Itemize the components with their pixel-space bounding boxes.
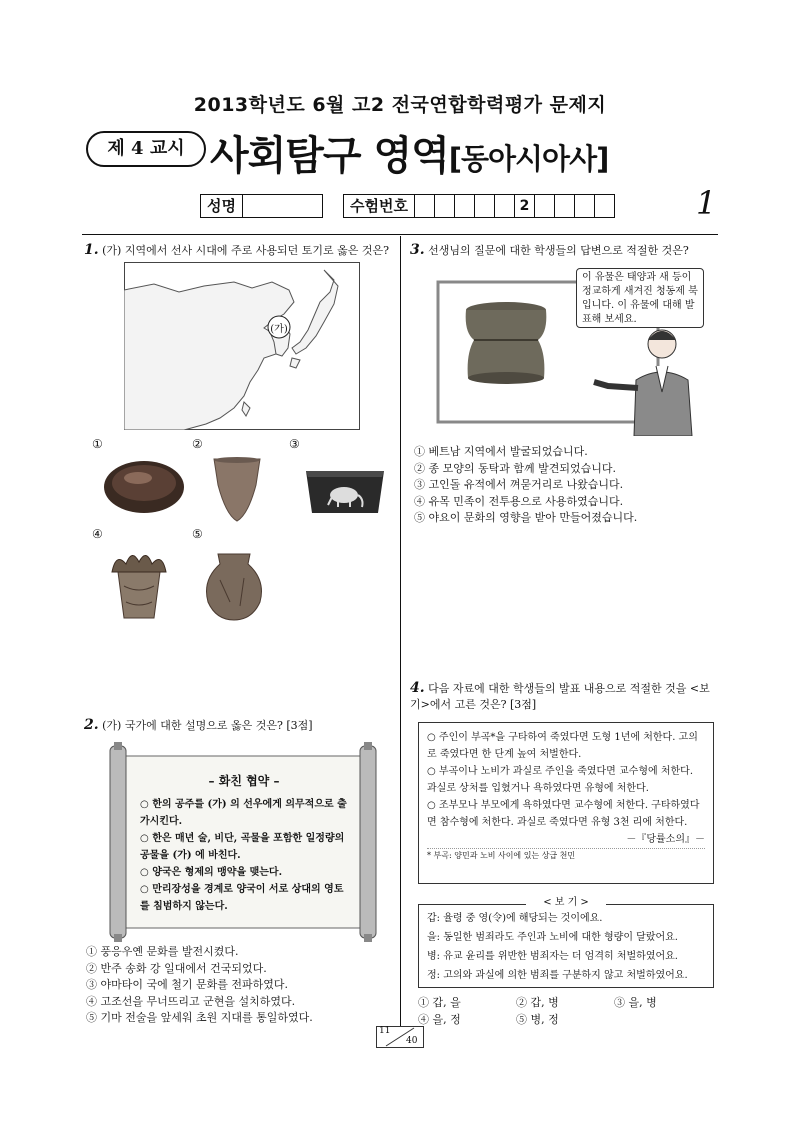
q2-option-3[interactable]: ③ 야마타이 국에 철기 문화를 전파하였다. (86, 978, 288, 991)
page-number: 1 (696, 184, 717, 222)
q4-option-4[interactable]: ④ 을, 정 (418, 1013, 461, 1026)
scroll-item: ○ 한의 공주를 (가) 의 선우에게 의무적으로 출가시킨다. (140, 799, 347, 827)
bogi-box (418, 904, 714, 988)
q2-option-5[interactable]: ⑤ 기마 전술을 앞세워 초원 지대를 통일하였다. (86, 1011, 313, 1024)
source-footnote: * 부곡: 양민과 노비 사이에 있는 상급 천민 (427, 848, 705, 863)
bogi-title: < 보 기 > (526, 896, 606, 910)
column-divider (400, 236, 401, 1026)
q1-option-4-number[interactable]: ④ (92, 527, 103, 541)
spacer (323, 194, 343, 218)
scroll-title: – 화친 협약 – (208, 774, 280, 788)
period-badge: 제 4 교시 (86, 131, 206, 167)
source-citation: －『당률소의』－ (626, 834, 705, 845)
q4-option-2[interactable]: ② 갑, 병 (516, 996, 559, 1009)
page-current: 11 (379, 1026, 391, 1036)
q3-option-2[interactable]: ② 종 모양의 동탁과 함께 발견되었습니다. (414, 461, 616, 475)
question-number: 3. (410, 242, 425, 258)
q2-option-1[interactable]: ① 풍응우옌 문화를 발전시켰다. (86, 945, 239, 958)
question-text: (가) 지역에서 선사 시대에 주로 사용되던 토기로 옳은 것은? (102, 244, 389, 257)
subject-sub: [동아시아사] (448, 142, 609, 176)
source-item: ○ 주인이 부곡*을 구타하여 죽였다면 도형 1년에 처한다. 고의로 죽였다면 한 단계 높여 처벌한다. (427, 732, 698, 760)
q1-option-1-number[interactable]: ① (92, 437, 103, 451)
exam-no-cell[interactable]: 2 (515, 194, 535, 218)
q4-option-3[interactable]: ③ 을, 병 (614, 996, 657, 1009)
pottery-elephant-jar-image (304, 465, 386, 517)
exam-no-cell[interactable] (495, 194, 515, 218)
pottery-bowl-image (102, 458, 186, 516)
q1-option-3-number[interactable]: ③ (289, 437, 300, 451)
pottery-round-jar-image (200, 550, 268, 622)
q4-options (418, 994, 718, 1028)
subject-title (210, 124, 608, 181)
exam-no-cell[interactable] (475, 194, 495, 218)
q2-option-2[interactable]: ② 반주 송화 강 일대에서 건국되었다. (86, 961, 267, 975)
source-item: ○ 조부모나 부모에게 욕하였다면 교수형에 처한다. 구타하였다면 참수형에 처한다. 과실로 죽였다면 유형 3천 리에 처한다. (427, 800, 700, 828)
exam-no-label: 수험번호 (343, 194, 415, 218)
pottery-flame-jar-image (104, 546, 174, 622)
q3-options (414, 444, 714, 527)
map-marker-label: (가) (270, 324, 288, 335)
source-item: ○ 부곡이나 노비가 과실로 주인을 죽였다면 교수형에 처한다. 과실로 상처를 입혔거나 욕하였다면 유형에 처한다. (427, 766, 693, 794)
east-asia-map (124, 262, 360, 430)
question-number: 1. (84, 242, 99, 258)
exam-no-cell[interactable] (535, 194, 555, 218)
question-text: 선생님의 질문에 대한 학생들의 답변으로 적절한 것은? (428, 244, 689, 257)
exam-no-cell[interactable] (555, 194, 575, 218)
bogi-item: 병: 유교 윤리를 위반한 범죄자는 더 엄격히 처벌하였어요. (427, 951, 678, 962)
exam-no-cell[interactable] (415, 194, 435, 218)
question-1 (84, 242, 400, 259)
student-info-row (200, 194, 615, 218)
scroll-item: ○ 양국은 형제의 맹약을 맺는다. (140, 867, 283, 878)
q3-option-3[interactable]: ③ 고인돌 유적에서 껴묻거리로 나왔습니다. (414, 478, 624, 491)
pottery-pointed-jar-image (212, 455, 262, 523)
scroll-content (140, 796, 350, 915)
subject-main: 사회탐구 영역 (210, 133, 449, 179)
q1-option-2-number[interactable]: ② (192, 437, 203, 451)
bogi-item: 갑: 율령 중 영(令)에 해당되는 것이에요. (427, 913, 603, 924)
exam-no-cell[interactable] (595, 194, 615, 218)
scroll-item: ○ 만리장성을 경계로 양국이 서로 상대의 영토를 침범하지 않는다. (140, 884, 344, 912)
q3-option-5[interactable]: ⑤ 야요이 문화의 영향을 받아 만들어졌습니다. (414, 511, 638, 524)
q4-option-1[interactable]: ① 갑, 을 (418, 996, 461, 1009)
bogi-item: 을: 동일한 범죄라도 주인과 노비에 대한 형량이 달랐어요. (427, 932, 678, 943)
question-number: 2. (84, 717, 99, 733)
name-label: 성명 (200, 194, 243, 218)
question-text: (가) 국가에 대한 설명으로 옳은 것은? [3점] (102, 719, 313, 732)
scroll-item: ○ 한은 매년 술, 비단, 곡물을 포함한 일정량의 공물을 (가) 에 바친다. (140, 833, 345, 861)
exam-no-cell[interactable] (435, 194, 455, 218)
question-3 (410, 242, 720, 259)
exam-no-cell[interactable] (575, 194, 595, 218)
q1-option-5-number[interactable]: ⑤ (192, 527, 203, 541)
bogi-item: 정: 고의와 과실에 의한 범죄를 구분하지 않고 처벌하였어요. (427, 970, 688, 981)
exam-title: 2013학년도 6월 고2 전국연합학력평가 문제지 (193, 94, 607, 116)
question-4 (410, 680, 718, 713)
q4-option-5[interactable]: ⑤ 병, 정 (516, 1013, 559, 1026)
question-2 (84, 717, 400, 734)
q3-option-1[interactable]: ① 베트남 지역에서 발굴되었습니다. (414, 445, 588, 458)
header-rule (82, 234, 718, 235)
name-field[interactable] (243, 194, 323, 218)
exam-no-cell[interactable] (455, 194, 475, 218)
source-box (418, 722, 714, 884)
q3-option-4[interactable]: ④ 유목 민족이 전투용으로 사용하였습니다. (414, 494, 624, 508)
q2-options (86, 944, 396, 1027)
page-total: 40 (406, 1036, 418, 1046)
speech-bubble: 이 유물은 태양과 새 등이 정교하게 새겨진 청동제 북입니다. 이 유물에 대해 발표해 보세요. (576, 268, 704, 328)
question-number: 4. (410, 680, 425, 696)
q2-option-4[interactable]: ④ 고조선을 무너뜨리고 군현을 설치하였다. (86, 994, 296, 1008)
question-text: 다음 자료에 대한 학생들의 발표 내용으로 적절한 것을 <보기>에서 고른 것은? [3점] (410, 682, 710, 711)
